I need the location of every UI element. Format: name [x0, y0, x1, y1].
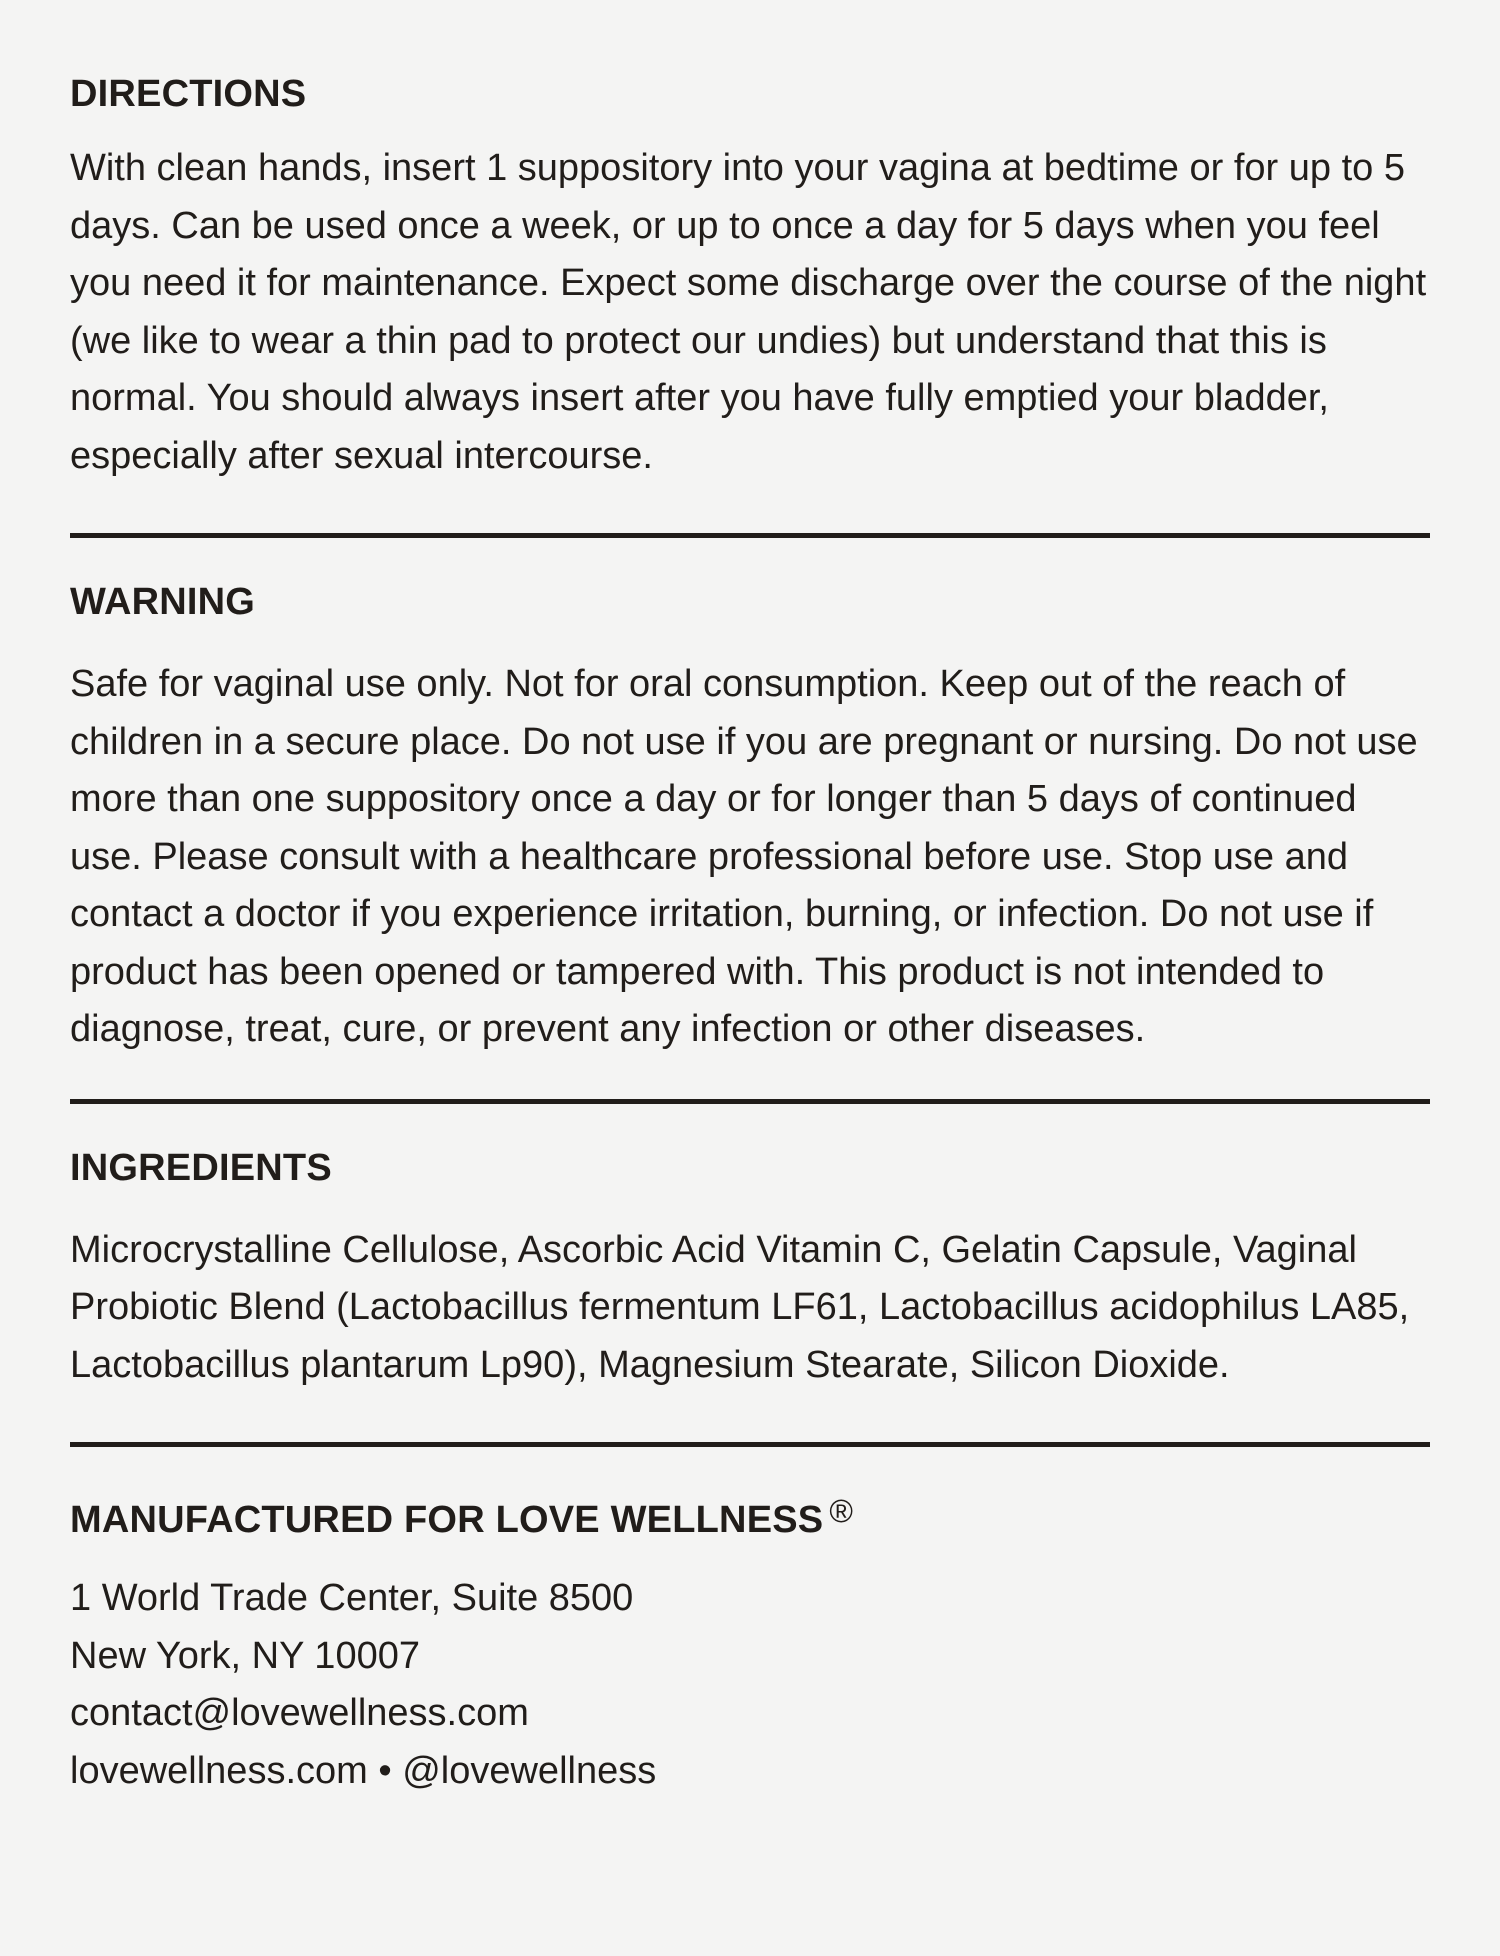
registered-trademark-mark: ® — [829, 1493, 854, 1529]
section-divider — [70, 1099, 1430, 1104]
manufacturer-heading — [70, 1485, 1430, 1546]
section-divider — [70, 1442, 1430, 1447]
directions-text: With clean hands, insert 1 suppository into your vagina at bedtime or for up to 5 days. Can be used once a week, or up to once a day for 5 days when you feel you need it for maintenance. Expect some discharge over the course of the night (we like to wear a thin pad to protect our undies) but understand that this is normal. You should always insert after you have fully emptied your bladder, especially after sexual intercourse. — [70, 147, 1427, 477]
warning-text: Safe for vaginal use only. Not for oral consumption. Keep out of the reach of children in a secure place. Do not use if you are pregnant or nursing. Do not use more than one suppository once a day or for longer than 5 days of continued use. Please consult with a healthcare professional before use. Stop use and contact a doctor if you experience irritation, burning, or infection. Do not use if product has been opened or tampered with. This product is not intended to diagnose, treat, cure, or prevent any infection or other diseases. — [70, 663, 1418, 1050]
ingredients-text: Microcrystalline Cellulose, Ascorbic Acid Vitamin C, Gelatin Capsule, Vaginal Probiotic Blend (Lactobacillus fermentum LF61, Lactobacillus acidophilus LA85, Lactobacillus plantarum Lp90), Magnesium Stearate, Silicon Dioxide. — [70, 1228, 1410, 1386]
contact-email: contact@lovewellness.com — [70, 1692, 529, 1734]
address-line-1: 1 World Trade Center, Suite 8500 — [70, 1577, 634, 1619]
address-line-2: New York, NY 10007 — [70, 1634, 420, 1677]
website-and-social: lovewellness.com • @lovewellness — [70, 1749, 657, 1792]
ingredients-section — [70, 1142, 1430, 1395]
directions-heading: DIRECTIONS — [70, 73, 307, 115]
manufacturer-section — [70, 1485, 1430, 1800]
warning-section — [70, 576, 1430, 1059]
section-divider — [70, 533, 1430, 538]
manufacturer-contact-block — [70, 1570, 1430, 1800]
warning-heading: WARNING — [70, 581, 256, 623]
directions-section — [70, 68, 1430, 485]
manufacturer-heading-text: MANUFACTURED FOR LOVE WELLNESS — [70, 1499, 824, 1541]
ingredients-heading: INGREDIENTS — [70, 1146, 332, 1189]
